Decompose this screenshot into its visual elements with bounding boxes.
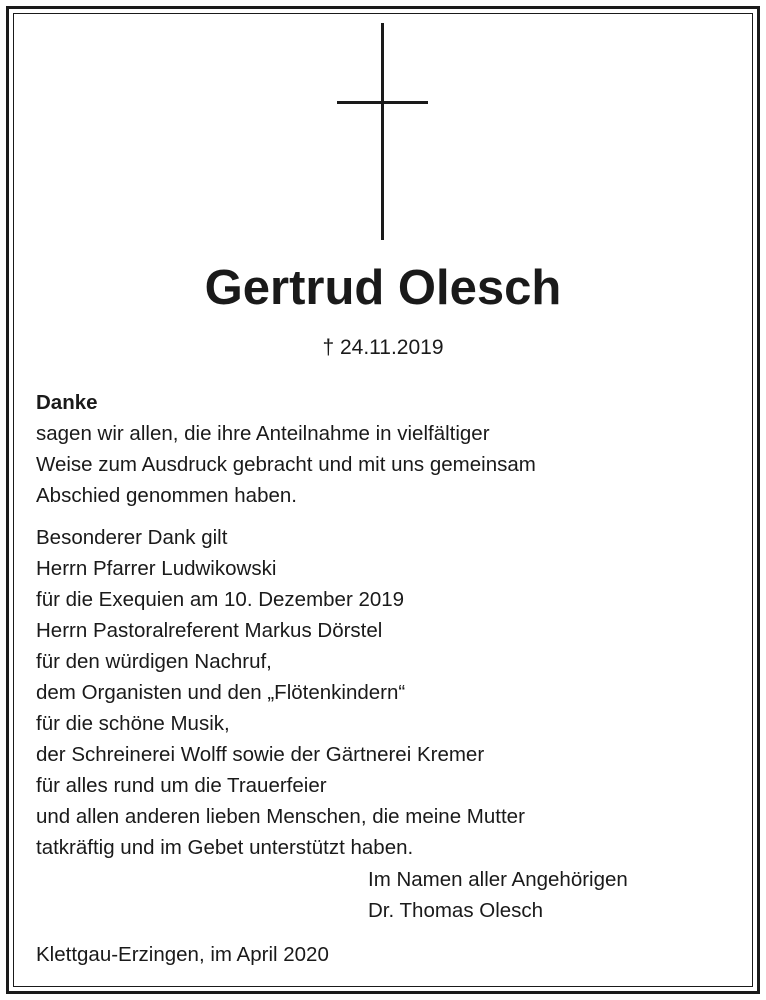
special-thanks-paragraph [36, 522, 525, 863]
signature-line: Im Namen aller Angehörigen [368, 868, 628, 891]
text-line: der Schreinerei Wolff sowie der Gärtnerei Kremer [36, 743, 485, 766]
text-line: dem Organisten und den „Flötenkindern“ [36, 681, 406, 704]
place-date: Klettgau-Erzingen, im April 2020 [36, 943, 329, 966]
text-line: sagen wir allen, die ihre Anteilnahme in vielfältiger [36, 422, 490, 445]
text-line: Abschied genommen haben. [36, 484, 297, 507]
text-line: Herrn Pfarrer Ludwikowski [36, 557, 277, 580]
signature-name: Dr. Thomas Olesch [368, 899, 544, 922]
text-line: für den würdigen Nachruf, [36, 650, 272, 673]
cross-icon-vertical [381, 23, 384, 240]
text-line: für alles rund um die Trauerfeier [36, 774, 327, 797]
text-line: für die Exequien am 10. Dezember 2019 [36, 588, 405, 611]
thanks-paragraph [36, 387, 536, 511]
signature-block [368, 864, 628, 926]
death-date: † 24.11.2019 [322, 336, 444, 359]
text-line: Weise zum Ausdruck gebracht und mit uns gemeinsam [36, 453, 536, 476]
thanks-heading: Danke [36, 391, 98, 414]
deceased-name: Gertrud Olesch [204, 261, 562, 315]
cross-icon-horizontal [337, 101, 428, 104]
text-line: tatkräftig und im Gebet unterstützt haben. [36, 836, 414, 859]
text-line: und allen anderen lieben Menschen, die meine Mutter [36, 805, 525, 828]
text-line: Herrn Pastoralreferent Markus Dörstel [36, 619, 383, 642]
text-line: Besonderer Dank gilt [36, 526, 228, 549]
text-line: für die schöne Musik, [36, 712, 230, 735]
